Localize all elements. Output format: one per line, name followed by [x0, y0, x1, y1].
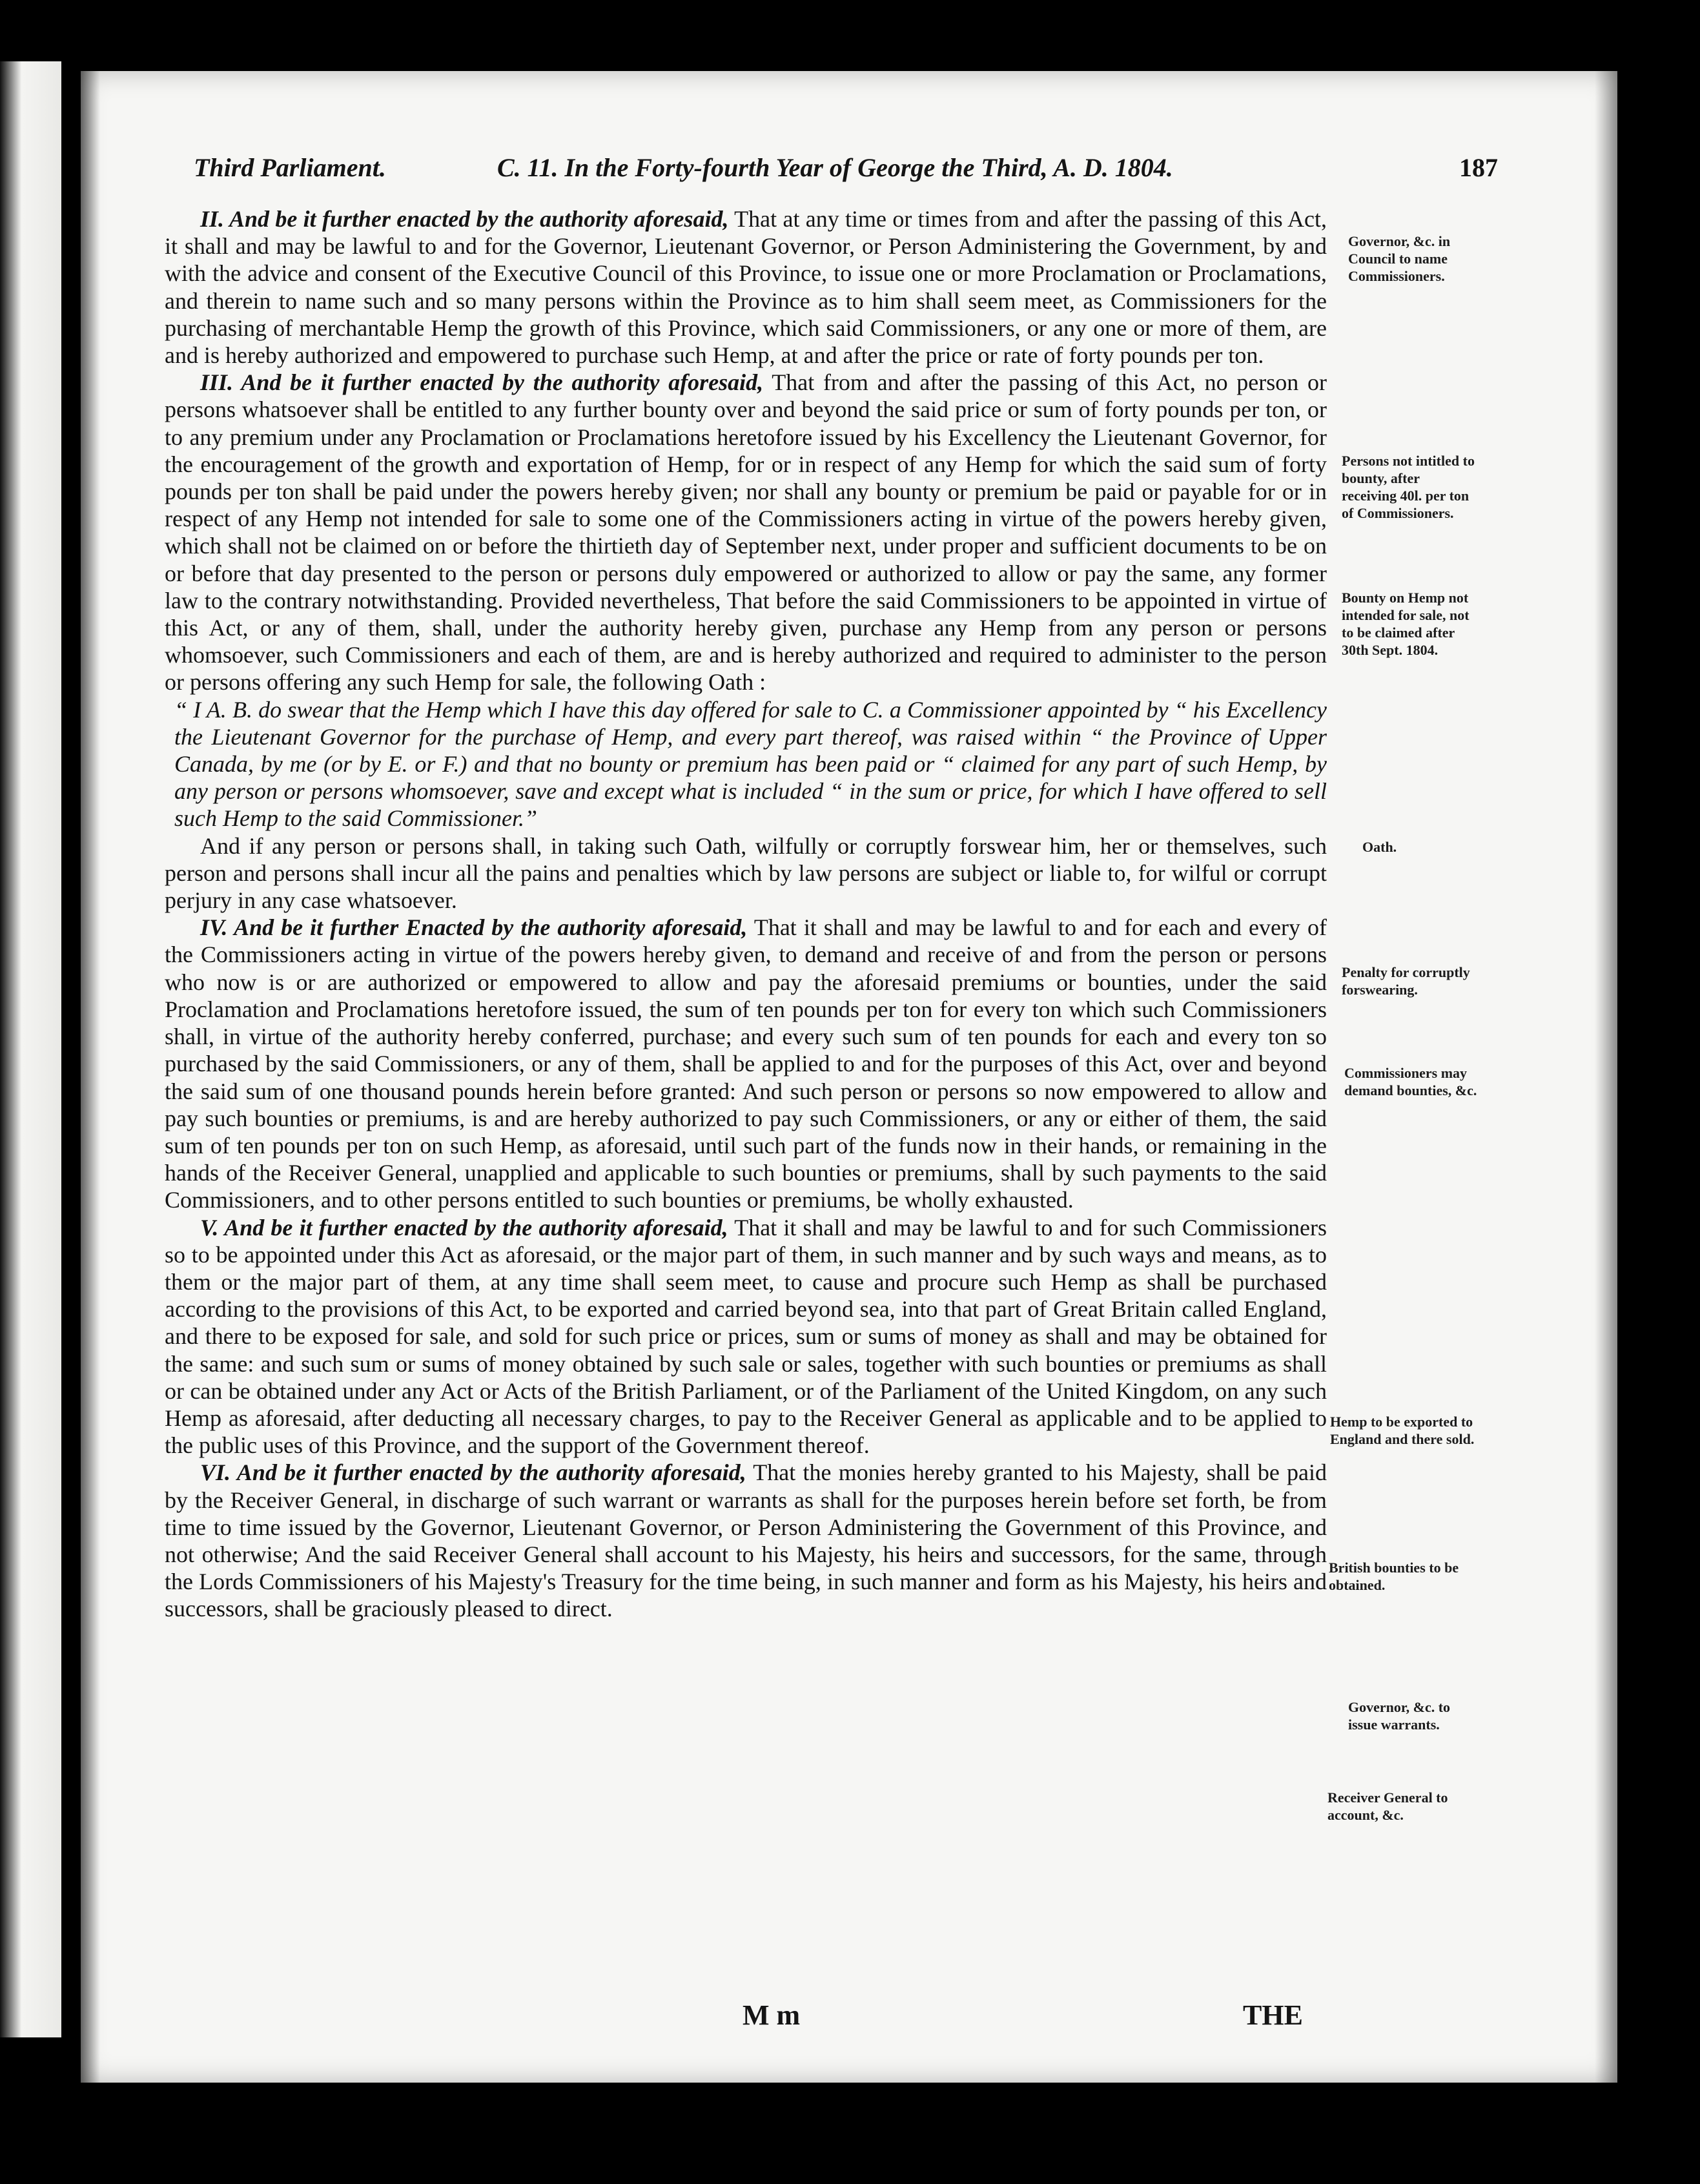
section-lead: III. And be it further enacted by the authority aforesaid,	[200, 369, 764, 396]
marginal-note: Bounty on Hemp not intended for sale, not to be claimed after 30th Sept. 1804.	[1342, 590, 1470, 658]
marginal-note: Commissioners may demand bounties, &c.	[1344, 1065, 1477, 1098]
catchword: THE	[1243, 1999, 1303, 2031]
section-text: That the monies hereby granted to his Majesty, shall be paid by the Receiver General, in discharge of such warrant or warrants as shall for the purposes herein before set forth, be from time to time issued by the Governor, Lieutenant Governor, or Person Administering the Government of this Province, and not otherwise; And the said Receiver General shall account to his Majesty, his heirs and successors, for the same, through the Lords Commissioners of his Majesty's Treasury for the time being, in such manner and form as his Majesty, his heirs and successors, shall be graciously pleased to direct.	[165, 1459, 1327, 1622]
section-text: That from and after the passing of this Act, no person or persons whatsoever shall be entitled to any further bounty over and beyond the said price or sum of forty pounds per ton, or to any premium under any Proclamation or Proclamations heretofore issued by his Excellency the Lieutenant Governor, for the encouragement of the growth and exportation of Hemp, for or in respect of any Hemp for which the said sum of forty pounds per ton shall be paid under the powers hereby given; nor shall any bounty or premium be paid or payable for or in respect of any Hemp not intended for sale to some one of the Commissioners acting in virtue of the powers hereby given, which shall not be claimed on or before the thirtieth day of September next, under proper and sufficient documents to be on or before that day presented to the person or persons duly empowered or authorized to allow or pay the same, any former law to the contrary notwithstanding. Provided nevertheless, That before the said Commissioners to be appointed in virtue of this Act, or any of them, shall, under the authority hereby given, purchase any Hemp from any person or persons whomsoever, such Commissioners and each of them, are and is hereby authorized and required to administer to the person or persons offering any such Hemp for sale, the following Oath :	[165, 369, 1327, 695]
marginal-note: Penalty for corruptly forswearing.	[1342, 964, 1470, 998]
marginal-note: Receiver General to account, &c.	[1327, 1789, 1448, 1823]
section-text: That it shall and may be lawful to and for such Commissioners so to be appointed under this Act as aforesaid, or the major part of them, in such manner and by such ways and means, as to them or the major part of them, at any time shall seem meet, to cause and procure such Hemp as shall be purchased according to the provisions of this Act, to be exported and carried beyond sea, into that part of Great Britain called England, and there to be exposed for sale, and sold for such price or prices, sum or sums of money as shall and may be obtained for the same: and such sum or sums of money obtained by such sale or sales, together with such bounties or premiums as shall or can be obtained under any Act or Acts of the British Parliament, or of the Parliament of the United Kingdom, on any such Hemp as aforesaid, after deducting all necessary charges, to pay to the Receiver General as applicable and to be applied to the public uses of this Province, and the support of the Government thereof.	[165, 1214, 1327, 1459]
section-text: That it shall and may be lawful to and for each and every of the Commissioners acting in virtue of the powers hereby given, to demand and receive of and from the person or persons who now is or are authorized or empowered to allow and pay the aforesaid premiums or bounties, under the said Proclamation and Proclamations heretofore issued, the sum of ten pounds per ton for every ton which such Commissioners shall, in virtue of the authority hereby conferred, purchase; and every such sum of ten pounds for each and every ton so purchased by the said Commissioners, or any of them, shall be applied to and for the purposes of this Act, over and beyond the said sum of one thousand pounds herein before granted: And such person or persons so now empowered to allow and pay such bounties or premiums, is and are hereby authorized to pay such Commissioners, or any or either of them, the said sum of ten pounds per ton on such Hemp, as aforesaid, until such part of the funds now in their hands, or remaining in the hands of the Receiver General, unapplied and applicable to such bounties or premiums, shall by such payments to the said Commissioners, and to other persons entitled to such bounties or premiums, be wholly exhausted.	[165, 914, 1327, 1213]
section-text: And if any person or persons shall, in taking such Oath, wilfully or corruptly forswear him, her or themselves, such person and persons shall incur all the pains and penalties which by law persons are subject or liable to, for wilful or corrupt perjury in any case whatsoever.	[165, 832, 1327, 914]
marginal-note: British bounties to be obtained.	[1329, 1560, 1459, 1593]
page-edge-shadow	[1595, 71, 1617, 2083]
statute-body	[165, 205, 1327, 1623]
section-iv	[165, 914, 1327, 1213]
page-number: 187	[1459, 153, 1498, 182]
marginal-note: Oath.	[1362, 839, 1397, 855]
marginal-note: Governor, &c. in Council to name Commissioners.	[1348, 233, 1451, 284]
section-text: That at any time or times from and after the passing of this Act, it shall and may be lawful to and for the Governor, Lieutenant Governor, or Person Administering the Government, by and with the advice and consent of the Executive Council of this Province, to issue one or more Proclamation or Proclamations, and therein to name such and so many persons within the Province as to him shall seem meet, as Commissioners for the purchasing of merchantable Hemp the growth of this Province, which said Commissioners, or any one or more of them, are and is hereby authorized and empowered to purchase such Hemp, at and after the price or rate of forty pounds per ton.	[165, 206, 1327, 369]
marginal-note: Persons not intitled to bounty, after receiving 40l. per ton of Commissioners.	[1342, 453, 1475, 521]
section-lead: V. And be it further enacted by the authority aforesaid,	[200, 1214, 728, 1241]
gutter-shadow	[81, 71, 100, 2083]
section-lead: II. And be it further enacted by the authority aforesaid,	[200, 206, 729, 232]
section-ii	[165, 205, 1327, 369]
section-iii	[165, 369, 1327, 695]
marginal-note: Governor, &c. to issue warrants.	[1348, 1699, 1451, 1733]
oath-text: “ I A. B. do swear that the Hemp which I have this day offered for sale to C. a Commissioner appointed by “ his Excellency the Lieutenant Governor for the purchase of Hemp, and every part thereof, was raised within “ the Province of Upper Canada, by me (or by E. or F.) and that no bounty or premium has been paid or “ claimed for any part of such Hemp, by any person or persons whomsoever, save and except what is included “ in the sum or price, for which I have offered to sell such Hemp to the said Commissioner.”	[174, 696, 1327, 832]
signature-mark: M m	[742, 1999, 801, 2031]
section-lead: IV. And be it further Enacted by the authority aforesaid,	[200, 914, 748, 941]
running-header	[194, 152, 1498, 191]
marginal-note: Hemp to be exported to England and there sold.	[1330, 1414, 1475, 1447]
header-parliament: Third Parliament.	[194, 153, 386, 182]
section-lead: VI. And be it further enacted by the authority aforesaid,	[200, 1459, 746, 1486]
section-vi	[165, 1459, 1327, 1622]
header-chapter-title: C. 11. In the Forty-fourth Year of George the Third, A. D. 1804.	[497, 153, 1173, 182]
section-v	[165, 1214, 1327, 1459]
adjacent-page-edge	[0, 61, 61, 2037]
perjury-paragraph	[165, 832, 1327, 914]
